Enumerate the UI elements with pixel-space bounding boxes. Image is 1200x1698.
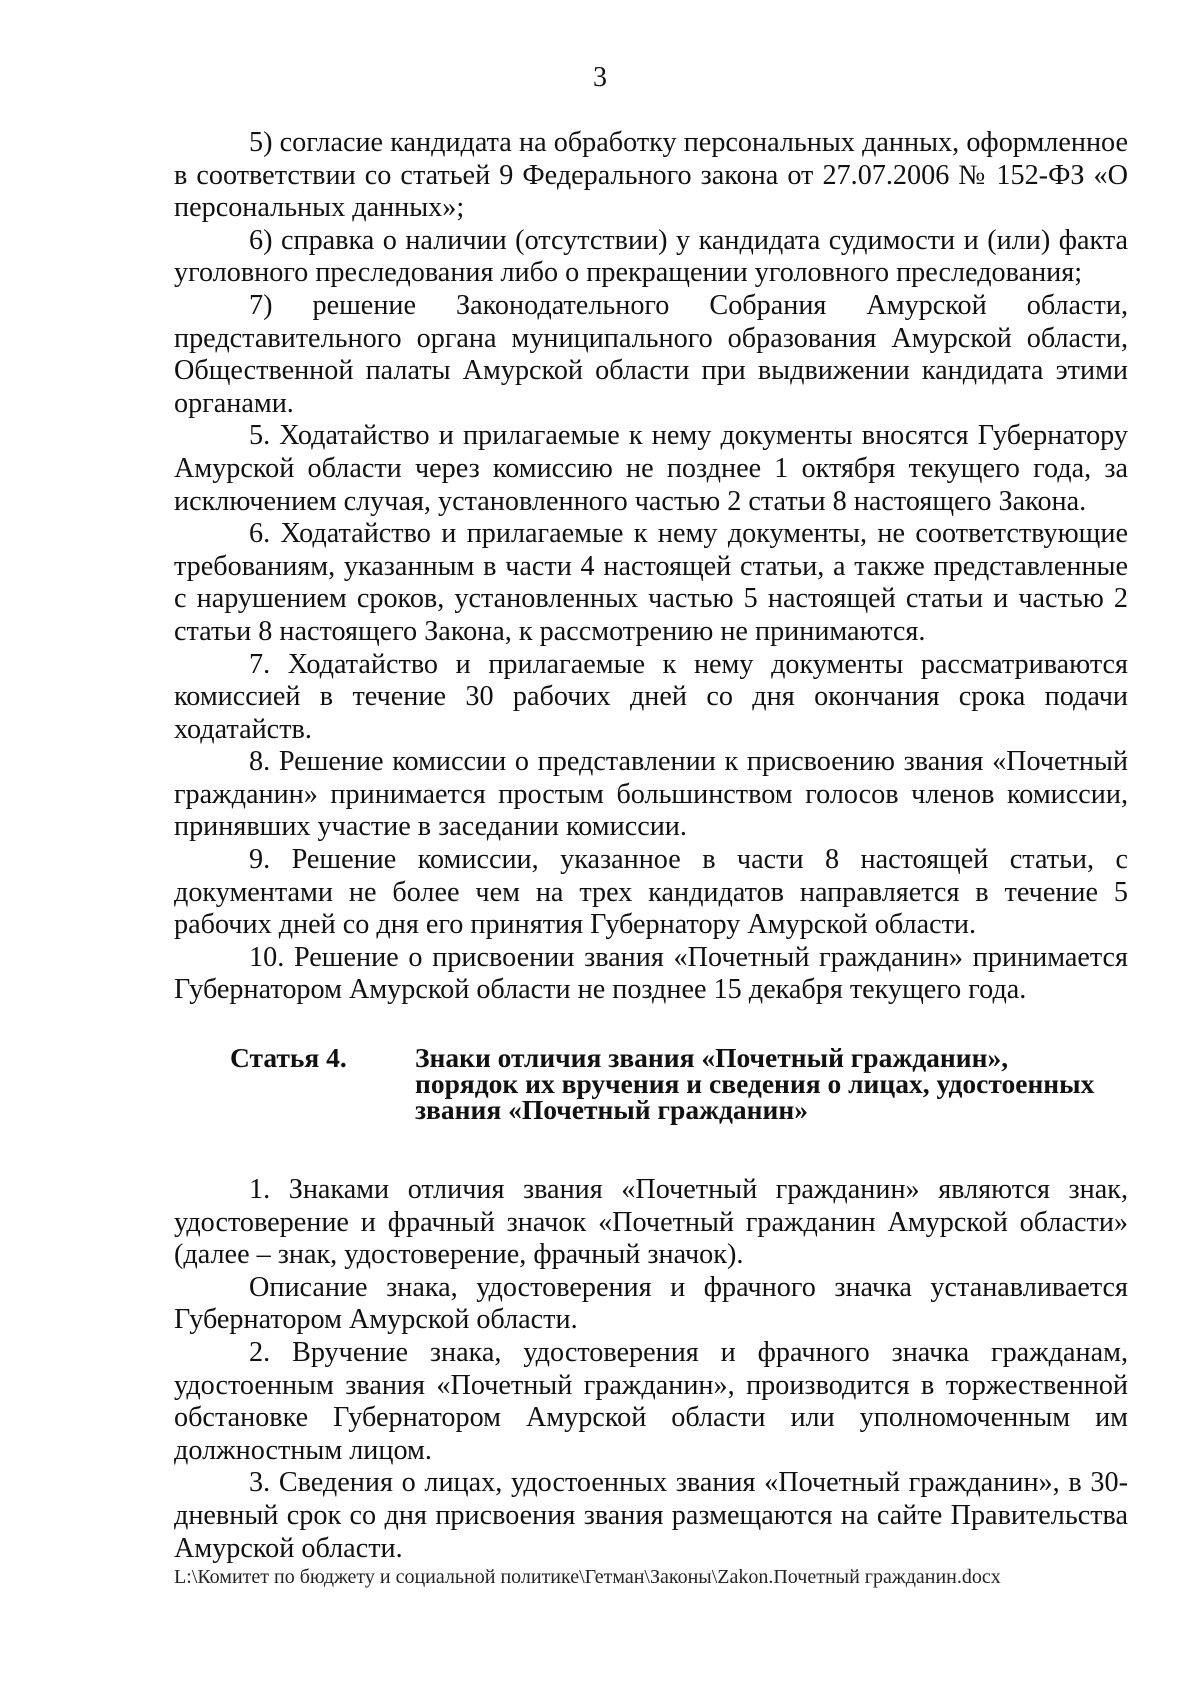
paragraph-part-6: 6. Ходатайство и прилагаемые к нему документы, не соответствующие требованиям, указанным в части 4 настоящей статьи, а также представленные с нарушением сроков, установленных частью 5 настоящей статьи и частью 2 статьи 8 настоящего Закона, к рассмотрению не принимаются. bbox=[174, 518, 1128, 647]
paragraph-part-9: 9. Решение комиссии, указанное в части 8 настоящей статьи, с документами не более чем на трех кандидатов направляется в течение 5 рабочих дней со дня его принятия Губернатору Амурской области. bbox=[174, 844, 1128, 941]
paragraph-part-8: 8. Решение комиссии о представлении к присвоению звания «Почетный гражданин» принимается простым большинством голосов членов комиссии, принявших участие в заседании комиссии. bbox=[174, 746, 1128, 843]
paragraph-item-6-certificate: 6) справка о наличии (отсутствии) у кандидата судимости и (или) факта уголовного преследования либо о прекращении уголовного преследования; bbox=[174, 224, 1128, 289]
article-label: Статья 4. bbox=[230, 1042, 347, 1074]
paragraph-article4-description: Описание знака, удостоверения и фрачного значка устанавливается Губернатором Амурской области. bbox=[174, 1271, 1128, 1336]
paragraph-item-7-decision: 7) решение Законодательного Собрания Амурской области, представительного органа муниципального образования Амурской области, Общественной палаты Амурской области при выдвижении кандидата этими органами. bbox=[174, 289, 1128, 419]
paragraph-part-10: 10. Решение о присвоении звания «Почетный гражданин» принимается Губернатором Амурской области не позднее 15 декабря текущего года. bbox=[174, 941, 1128, 1006]
paragraph-article4-part-1: 1. Знаками отличия звания «Почетный гражданин» являются знак, удостоверение и фрачный значок «Почетный гражданин Амурской области» (далее – знак, удостоверение, фрачный значок). bbox=[174, 1174, 1128, 1271]
paragraph-article4-part-2: 2. Вручение знака, удостоверения и фрачного значка гражданам, удостоенным звания «Почетный гражданин», производится в торжественной обстановке Губернатором Амурской области или уполномоченным им должностным лицом. bbox=[174, 1337, 1128, 1466]
document-body bbox=[174, 127, 1128, 1565]
paragraph-part-5: 5. Ходатайство и прилагаемые к нему документы вносятся Губернатору Амурской области через комиссию не позднее 1 октября текущего года, за исключением случая, установленного частью 2 статьи 8 настоящего Закона. bbox=[174, 420, 1128, 517]
paragraph-part-7: 7. Ходатайство и прилагаемые к нему документы рассматриваются комиссией в течение 30 рабочих дней со дня окончания срока подачи ходатайств. bbox=[174, 648, 1128, 745]
article-title: Знаки отличия звания «Почетный гражданин», порядок их вручения и сведения о лицах, удостоенных звания «Почетный гражданин» bbox=[415, 1042, 1095, 1126]
file-path-footer: L:\Комитет по бюджету и социальной политике\Гетман\Законы\Zakon.Почетный гражданин.docx bbox=[174, 1566, 1001, 1588]
page-number: 3 bbox=[593, 62, 607, 93]
article-heading bbox=[174, 1042, 1128, 1126]
paragraph-article4-part-3: 3. Сведения о лицах, удостоенных звания «Почетный гражданин», в 30-дневный срок со дня присвоения звания размещаются на сайте Правительства Амурской области. bbox=[174, 1467, 1128, 1564]
paragraph-item-5-consent: 5) согласие кандидата на обработку персональных данных, оформленное в соответствии со статьей 9 Федерального закона от 27.07.2006 № 152-ФЗ «О персональных данных»; bbox=[174, 127, 1128, 224]
